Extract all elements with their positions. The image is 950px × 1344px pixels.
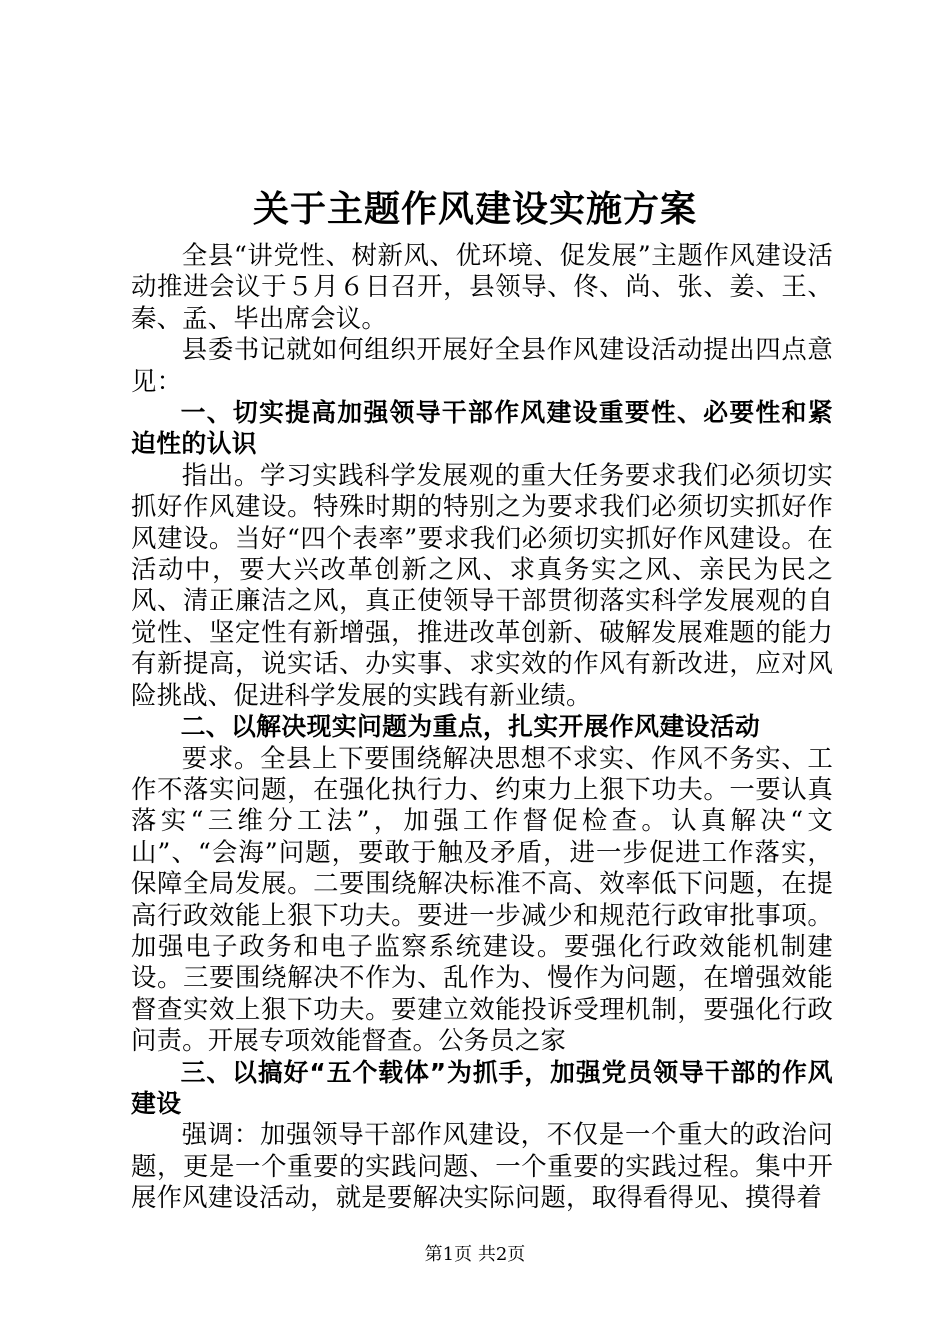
paragraph: 县委书记就如何组织开展好全县作风建设活动提出四点意见： <box>131 334 833 396</box>
paragraph: 要求。全县上下要围绕解决思想不求实、作风不务实、工作不落实问题，在强化执行力、约束力上狠下功夫。一要认真落实“三维分工法”，加强工作督促检查。认真解决“文山”、“会海”问题，要敢于触及矛盾，进一步促进工作落实，保障全局发展。二要围绕解决标准不高、效率低下问题，在提高行政效能上狠下功夫。要进一步减少和规范行政审批事项。加强电子政务和电子监察系统建设。要强化行政效能机制建设。三要围绕解决不作为、乱作为、慢作为问题，在增强效能督查实效上狠下功夫。要建立效能投诉受理机制，要强化行政问责。开展专项效能督查。公务员之家 <box>131 742 833 1056</box>
paragraph: 全县“讲党性、树新风、优环境、促发展”主题作风建设活动推进会议于５月６日召开，县领导、佟、尚、张、姜、王、秦、孟、毕出席会议。 <box>131 240 833 333</box>
section-heading: 三、以搞好“五个载体”为抓手，加强党员领导干部的作风建设 <box>131 1057 833 1118</box>
paragraph: 强调：加强领导干部作风建设，不仅是一个重大的政治问题，更是一个重要的实践问题、一个重要的实践过程。集中开展作风建设活动，就是要解决实际问题，取得看得见、摸得着 <box>131 1119 833 1213</box>
document-body <box>131 240 833 1214</box>
section-heading: 二、以解决现实问题为重点，扎实开展作风建设活动 <box>180 712 761 742</box>
paragraph: 指出。学习实践科学发展观的重大任务要求我们必须切实抓好作风建设。特殊时期的特别之为要求我们必须切实抓好作风建设。当好“四个表率”要求我们必须切实抓好作风建设。在活动中，要大兴改革创新之风、求真务实之风、亲民为民之风、清正廉洁之风，真正使领导干部贯彻落实科学发展观的自觉性、坚定性有新增强，推进改革创新、破解发展难题的能力有新提高，说实话、办实事、求实效的作风有新改进，应对风险挑战、促进科学发展的实践有新业绩。 <box>131 459 833 710</box>
page-footer: 第1页 共2页 <box>424 1244 526 1265</box>
section-heading: 一、切实提高加强领导干部作风建设重要性、必要性和紧迫性的认识 <box>131 398 833 459</box>
page-title: 关于主题作风建设实施方案 <box>252 189 697 230</box>
